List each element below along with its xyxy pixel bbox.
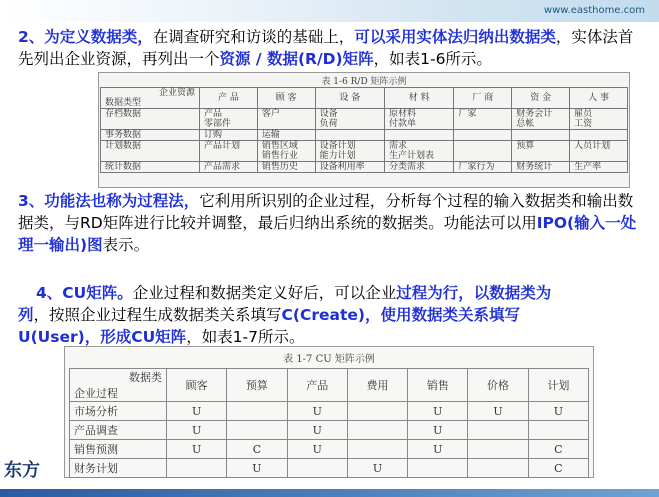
- cu-cell: C: [528, 459, 588, 478]
- cu-cell: [528, 421, 588, 440]
- cu-row-label: 市场分析: [70, 402, 167, 421]
- rd-cell: [512, 130, 570, 141]
- top-banner: [0, 0, 659, 22]
- rd-matrix-table: [100, 87, 628, 173]
- cu-header-0: 顾客: [167, 369, 227, 402]
- brand-logo: 东方: [4, 460, 40, 481]
- rd-cell: 原材料 付款单: [385, 109, 454, 130]
- cu-cell: [468, 459, 528, 478]
- rd-cell: 设备 负荷: [315, 109, 384, 130]
- cu-cell: [408, 459, 468, 478]
- table-row: [101, 141, 628, 162]
- cu-corner-cell: [70, 369, 167, 402]
- rd-cell: 产品 零部件: [200, 109, 258, 130]
- rd-header-0: 产 品: [200, 88, 258, 109]
- rd-cell: 需求 生产计划表: [385, 141, 454, 162]
- rd-cell: 产品需求: [200, 162, 258, 173]
- cu-cell: U: [408, 421, 468, 440]
- bottom-banner: [0, 489, 659, 497]
- cu-cell: U: [167, 421, 227, 440]
- cu-cell: [167, 459, 227, 478]
- rd-cell: [315, 130, 384, 141]
- cu-cell: U: [287, 402, 347, 421]
- cu-cell: U: [408, 402, 468, 421]
- cu-cell: U: [347, 459, 407, 478]
- cu-cell: U: [287, 440, 347, 459]
- cu-header-6: 计划: [528, 369, 588, 402]
- rd-row-label: 事务数据: [101, 130, 200, 141]
- cu-cell: C: [528, 440, 588, 459]
- rd-cell: 厂家: [454, 109, 512, 130]
- cu-cell: U: [227, 459, 287, 478]
- cu-header-2: 产品: [287, 369, 347, 402]
- table-row: [101, 162, 628, 173]
- table-row: [70, 459, 589, 478]
- rd-cell: 财务统计: [512, 162, 570, 173]
- rd-matrix-table-image: [98, 72, 630, 188]
- cu-cell: [347, 440, 407, 459]
- cu-cell: [227, 421, 287, 440]
- rd-cell: 运输: [257, 130, 315, 141]
- cu-cell: [347, 421, 407, 440]
- rd-table-caption: 表 1-6 R/D 矩阵示例: [321, 77, 407, 87]
- rd-cell: 订购: [200, 130, 258, 141]
- cu-cell: U: [167, 402, 227, 421]
- cu-cell: [468, 440, 528, 459]
- rd-cell: [385, 130, 454, 141]
- rd-cell: 雇员 工资: [570, 109, 628, 130]
- table-row: [101, 109, 628, 130]
- paragraph-cu-matrix: 4、CU矩阵。企业过程和数据类定义好后，可以企业过程为行，以数据类为列，按照企业过程生成数据类关系填写C(Create)，使用数据类关系填写U(User)，形成CU矩阵，如表1-7所示。: [18, 284, 552, 346]
- rd-cell: 客户: [257, 109, 315, 130]
- cu-cell: [347, 402, 407, 421]
- rd-header-3: 材 料: [385, 88, 454, 109]
- cu-header-1: 预算: [227, 369, 287, 402]
- rd-cell: [454, 130, 512, 141]
- rd-cell: 设备利用率: [315, 162, 384, 173]
- cu-cell: [227, 402, 287, 421]
- rd-row-label: 存档数据: [101, 109, 200, 130]
- cu-row-label: 财务计划: [70, 459, 167, 478]
- cu-cell: U: [408, 440, 468, 459]
- cu-header-5: 价格: [468, 369, 528, 402]
- site-url: www.easthome.com: [543, 5, 645, 16]
- cu-header-3: 费用: [347, 369, 407, 402]
- rd-header-1: 顾 客: [257, 88, 315, 109]
- table-row: [101, 130, 628, 141]
- rd-corner-top: 企业资源: [158, 88, 195, 98]
- rd-cell: 销售区域 销售行业: [257, 141, 315, 162]
- cu-matrix-table: [69, 368, 589, 478]
- rd-cell: 人员计划: [570, 141, 628, 162]
- rd-corner-bottom: 数据类型: [105, 98, 142, 108]
- rd-row-label: 统计数据: [101, 162, 200, 173]
- cu-cell: C: [227, 440, 287, 459]
- rd-cell: 预算: [512, 141, 570, 162]
- table-row: [70, 440, 589, 459]
- rd-header-6: 人 事: [570, 88, 628, 109]
- cu-table-caption: 表 1-7 CU 矩阵示例: [283, 354, 375, 365]
- paragraph-data-class-definition: 2、为定义数据类，在调查研究和访谈的基础上，可以采用实体法归纳出数据类，实体法首先列出企业资源，再列出一个资源 / 数据(R/D)矩阵，如表1-6所示。: [18, 28, 634, 68]
- rd-cell: [570, 130, 628, 141]
- cu-cell: U: [287, 421, 347, 440]
- rd-cell: [454, 141, 512, 162]
- cu-corner-bottom: 企业过程: [74, 387, 118, 400]
- table-row: [70, 421, 589, 440]
- paragraph-function-method: 3、功能法也称为过程法，它利用所识别的企业过程，分析每个过程的输入数据类和输出数据类，与RD矩阵进行比较并调整，最后归纳出系统的数据类。功能法可以用IPO(输入一处理一输出)图表示。: [18, 192, 637, 254]
- cu-matrix-table-image: [64, 346, 594, 478]
- rd-cell: 产品计划: [200, 141, 258, 162]
- cu-header-4: 销售: [408, 369, 468, 402]
- cu-cell: U: [468, 402, 528, 421]
- rd-cell: 设备计划 能力计划: [315, 141, 384, 162]
- cu-row-label: 销售预测: [70, 440, 167, 459]
- rd-header-2: 设 备: [315, 88, 384, 109]
- rd-cell: 生产率: [570, 162, 628, 173]
- cu-cell: U: [528, 402, 588, 421]
- cu-cell: [287, 459, 347, 478]
- rd-cell: 分类需求: [385, 162, 454, 173]
- cu-row-label: 产品调查: [70, 421, 167, 440]
- rd-row-label: 计划数据: [101, 141, 200, 162]
- cu-cell: [468, 421, 528, 440]
- rd-header-5: 资 金: [512, 88, 570, 109]
- rd-cell: 销售历史: [257, 162, 315, 173]
- rd-cell: 厂家行为: [454, 162, 512, 173]
- cu-cell: U: [167, 440, 227, 459]
- table-row: [70, 402, 589, 421]
- cu-corner-top: 数据类: [129, 371, 162, 384]
- rd-corner-cell: [101, 88, 200, 109]
- rd-cell: 财务会计 总帐: [512, 109, 570, 130]
- rd-header-4: 厂 商: [454, 88, 512, 109]
